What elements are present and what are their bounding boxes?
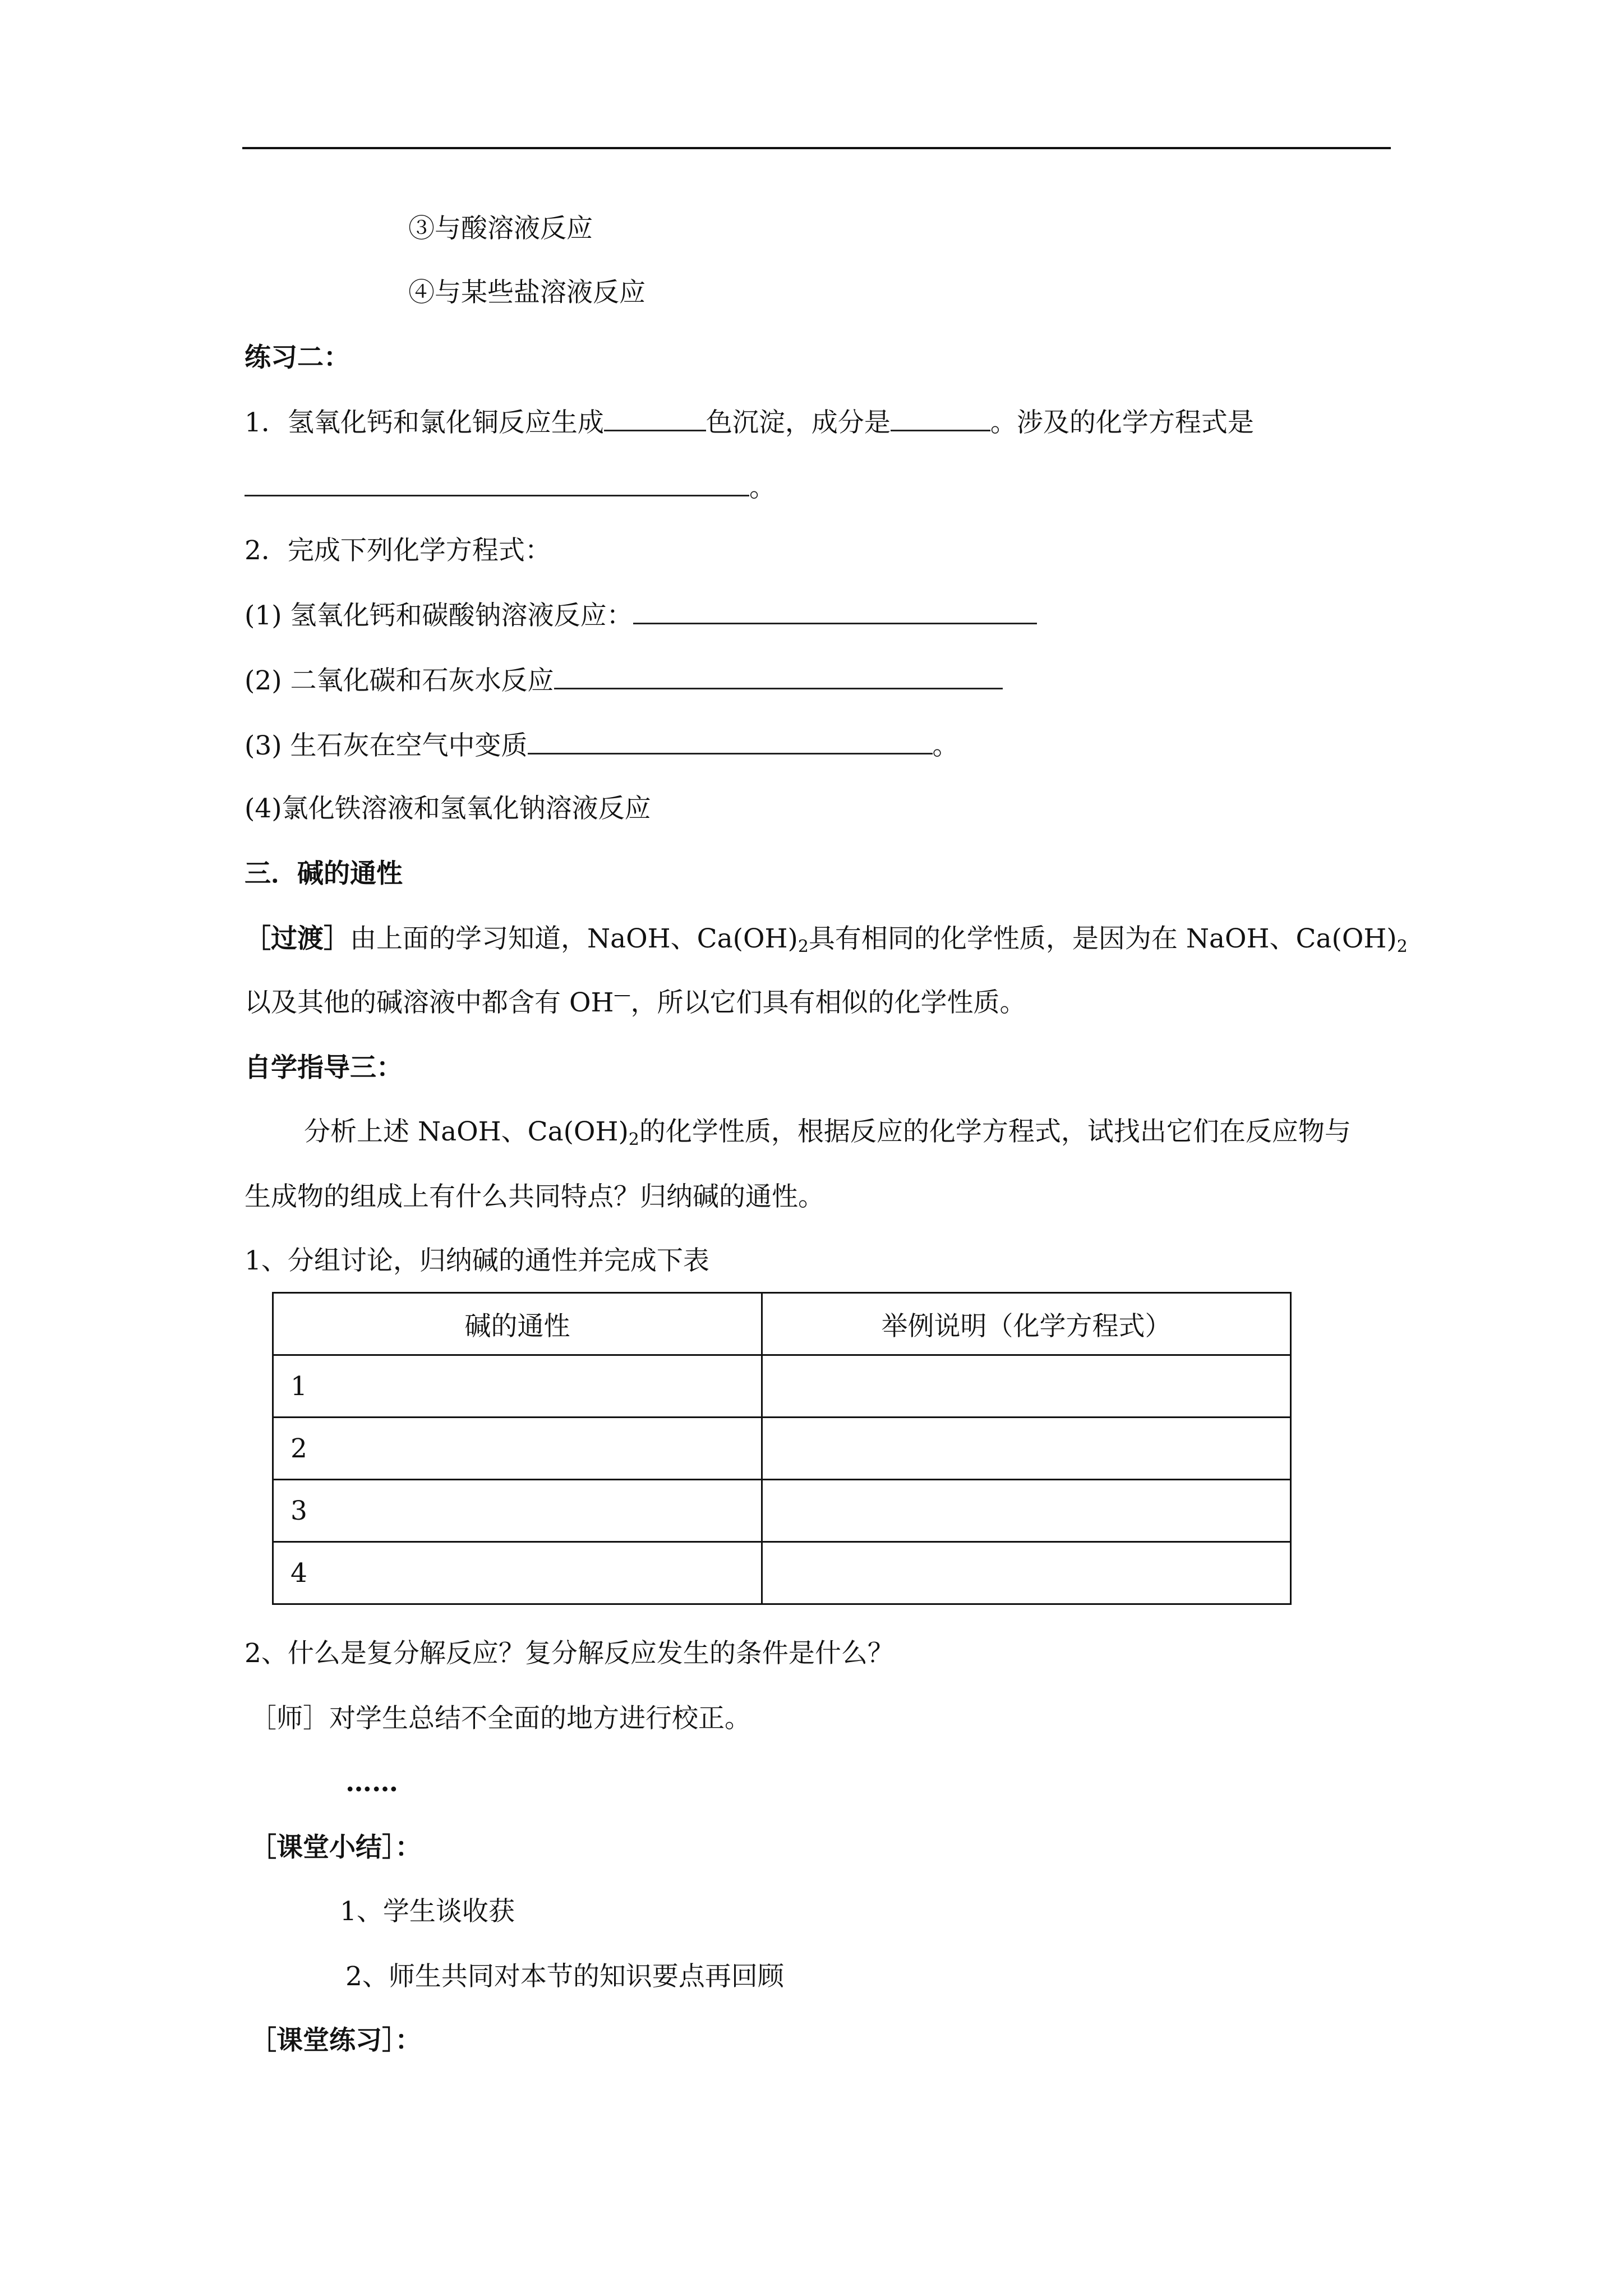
analysis-line-1	[304, 1115, 1351, 1149]
table-cell-example[interactable]	[762, 1480, 1291, 1542]
table-row	[273, 1542, 1291, 1604]
table-header-cell: 举例说明（化学方程式）	[762, 1293, 1291, 1355]
summary-item-1: 1、学生谈收获	[340, 1896, 515, 1927]
table-row	[273, 1418, 1291, 1480]
transition-line-1	[245, 922, 1408, 956]
table-row	[273, 1480, 1291, 1542]
analysis-text-b: 的化学性质，根据反应的化学方程式，试找出它们在反应物与	[639, 1116, 1351, 1147]
ellipsis: ……	[345, 1767, 398, 1798]
question-2-2-text: (2) 二氧化碳和石灰水反应	[245, 665, 554, 696]
table-cell-example[interactable]	[762, 1355, 1291, 1418]
question-1	[245, 405, 1254, 440]
question-2-3	[245, 728, 959, 763]
question-1-text-a: 1．氢氧化钙和氯化铜反应生成	[245, 407, 604, 438]
question-1-text-c: 。涉及的化学方程式是	[990, 407, 1254, 438]
subscript-2: 2	[628, 1130, 639, 1149]
transition-text-c: 以及其他的碱溶液中都含有 OH	[245, 987, 614, 1018]
table-cell-index: 3	[273, 1480, 762, 1542]
table-row	[273, 1355, 1291, 1418]
analysis-text-a: 分析上述 NaOH、Ca(OH)	[304, 1116, 629, 1147]
question-2-3-text: (3) 生石灰在空气中变质	[245, 730, 528, 761]
table-header-cell: 碱的通性	[273, 1293, 762, 1355]
blank-eq-2[interactable]	[554, 663, 1003, 689]
question-2-1	[245, 598, 1037, 633]
table-cell-index: 1	[273, 1355, 762, 1418]
transition-text-d: ，所以它们具有相似的化学性质。	[630, 987, 1026, 1018]
table-cell-example[interactable]	[762, 1542, 1291, 1604]
blank-equation[interactable]	[245, 470, 749, 496]
section-3-heading: 三．碱的通性	[245, 858, 403, 889]
transition-line-2	[245, 986, 1026, 1020]
summary-item-2: 2、师生共同对本节的知识要点再回顾	[345, 1961, 784, 1992]
table-cell-index: 2	[273, 1418, 762, 1480]
transition-label: ［过渡］	[245, 923, 350, 954]
subscript-2: 2	[1396, 937, 1408, 956]
header-rule	[242, 147, 1391, 149]
table-cell-example[interactable]	[762, 1418, 1291, 1480]
subscript-2: 2	[797, 937, 809, 956]
question-2: 2．完成下列化学方程式：	[245, 535, 551, 566]
item-react-acid: ③与酸溶液反应	[408, 213, 593, 244]
transition-text-b: 具有相同的化学性质，是因为在 NaOH、Ca(OH)	[808, 923, 1397, 954]
table-header-row	[273, 1293, 1291, 1355]
teacher-note: ［师］对学生总结不全面的地方进行校正。	[250, 1703, 751, 1734]
question-2-1-text: (1) 氢氧化钙和碳酸钠溶液反应：	[245, 600, 633, 631]
task-2: 2、什么是复分解反应？复分解反应发生的条件是什么？	[245, 1638, 894, 1669]
item-react-salt: ④与某些盐溶液反应	[408, 277, 645, 308]
question-1-text-d: 。	[749, 472, 776, 503]
class-summary-heading: ［课堂小结］：	[250, 1832, 422, 1863]
self-study-heading: 自学指导三：	[245, 1052, 403, 1083]
transition-text-a: 由上面的学习知道，NaOH、Ca(OH)	[350, 923, 798, 954]
blank-eq-1[interactable]	[633, 598, 1037, 624]
question-1-equation-line	[245, 470, 776, 505]
table-cell-index: 4	[273, 1542, 762, 1604]
exercise-2-heading: 练习二：	[245, 342, 350, 373]
question-1-text-b: 色沉淀，成分是	[706, 407, 891, 438]
base-properties-table	[272, 1292, 1292, 1605]
blank-component[interactable]	[891, 405, 990, 431]
superscript-minus: —	[614, 985, 631, 1005]
task-1: 1、分组讨论，归纳碱的通性并完成下表	[245, 1245, 709, 1276]
question-2-3-end: 。	[932, 730, 959, 761]
blank-eq-3[interactable]	[528, 728, 933, 754]
analysis-line-2: 生成物的组成上有什么共同特点？归纳碱的通性。	[245, 1181, 824, 1212]
question-2-2	[245, 663, 1003, 698]
question-2-4: (4)氯化铁溶液和氢氧化钠溶液反应	[245, 793, 651, 824]
blank-color[interactable]	[604, 405, 706, 431]
class-practice-heading: ［课堂练习］：	[250, 2025, 422, 2056]
